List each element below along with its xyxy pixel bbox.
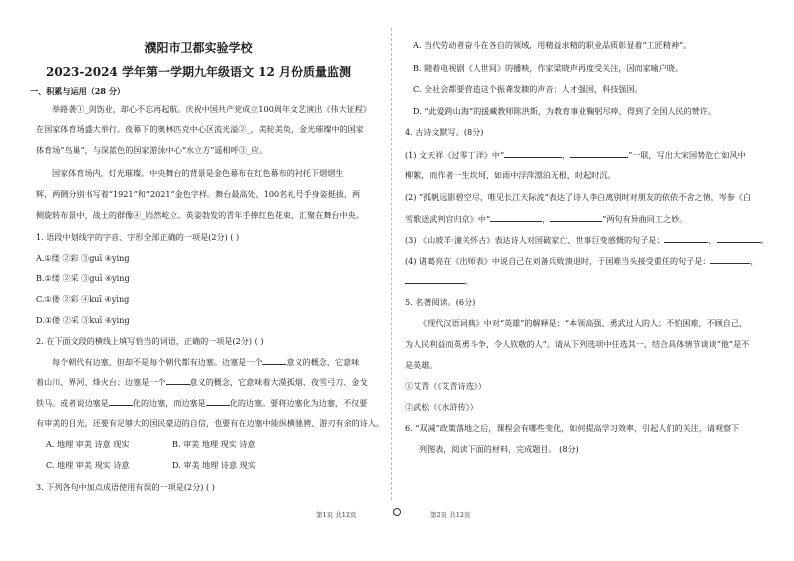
answer-blank[interactable]	[206, 397, 230, 406]
q2-text-line: 每个朝代有边塞，但却不是每个朝代都有边塞。边塞是一个 意义的概念，它意味	[52, 357, 360, 367]
answer-blank[interactable]	[664, 234, 708, 243]
q4-line-1b: 柳絮，而作者一生坎坷，如雨中浮萍漂泊无根，时起时沉。	[405, 170, 616, 180]
q3-option-d[interactable]: D. “此爱跨山海”的援藏教师陈洪斯，为教育事业鞠躬尽瘁，得到了全国人民的赞许。	[413, 106, 716, 116]
passage-line: 侧旋转布景中，战士的群像④_岿然屹立。英姿勃发的青年手捧红色花束，汇聚在舞台中央。	[36, 210, 364, 220]
q4-line-2: (2) “孤帆远影碧空尽，唯见长江天际流”表达了诗人李白离别时对朋友的依依不舍之情，岑参《白	[405, 192, 752, 202]
answer-blank[interactable]	[166, 376, 190, 385]
q5-text-line: 是英雄。	[405, 360, 438, 370]
q2-option-b[interactable]: B. 审美 地理 现实 诗意	[172, 439, 256, 449]
q6-text-line: 列图表，阅读下面的材料，完成题目。 (8分)	[419, 444, 579, 454]
q4-line-4b: 。	[405, 275, 473, 287]
q4-line-4: (4) 诸葛亮在《出师表》中说自己在刘备兵败溃退时，于国难当头接受重任的句子是： ，	[405, 256, 759, 266]
exam-title: 2023-2024 学年第一学期九年级语文 12 月份质量监测	[45, 65, 351, 79]
q4-line-3: (3) 《山坡羊·潼关怀古》表达诗人对国破家亡、世事巨变感慨的句子是： ， 。	[405, 235, 769, 245]
answer-blank[interactable]	[717, 234, 761, 243]
passage-line: 辉，两侧分别书写着“1921”和“2021”金色字样。舞台最高处，100名礼号手身姿挺拔，两	[36, 189, 361, 199]
passage-line: 国家体育场内，灯光璀璨。中央舞台的背景是金色幕布在红色幕布的衬托下熠熠生	[52, 168, 344, 178]
q5-text-line: 《现代汉语词典》中对“英雄”的解释是：“本领高强、勇武过人的人；不怕困难，不顾自己，	[419, 318, 748, 328]
q3-option-b[interactable]: B. 随着电视剧《人世间》的播映，作家梁晓声再度受关注，因而家喻户晓。	[413, 63, 684, 73]
q1-option-d[interactable]: D.①偻 ②采 ③kuī ④yìng	[36, 315, 130, 325]
right-page	[397, 0, 794, 561]
q2-option-c[interactable]: C. 地理 审美 现实 诗意	[46, 460, 130, 470]
school-title: 濮阳市卫都实验学校	[144, 41, 253, 55]
answer-blank[interactable]	[109, 397, 133, 406]
q2-option-a[interactable]: A. 地理 审美 诗意 现实	[46, 439, 130, 449]
q5-option-2[interactable]: ②武松（《水浒传》）	[405, 402, 478, 412]
passage-line: 在国家体育场盛大举行。夜幕下的奥林匹克中心区流光溢②_、美轮美奂，金光璀璨中的国家	[36, 124, 364, 134]
page-number-left: 第1页 共12页	[316, 511, 357, 519]
question-1-stem: 1. 语段中划线字的字音、字形全部正确的一项是(2分) ( )	[36, 232, 240, 242]
q1-option-c[interactable]: C.①偻 ②彩 ④kuī ④yìng	[36, 294, 130, 304]
q5-text-line: 为人民利益而英勇斗争，令人钦敬的人”。请从下列选项中任选其一，结合具体情节谈谈“他”是不	[405, 339, 750, 349]
q5-option-1[interactable]: ①艾青（《艾青诗选》）	[405, 381, 486, 391]
q2-option-d[interactable]: D. 审美 地理 诗意 现实	[172, 460, 256, 470]
question-2-stem: 2. 在下面文段的横线上填写恰当的词语，正确的一项是(2分) ( )	[36, 336, 264, 346]
answer-blank[interactable]	[262, 356, 286, 365]
passage-line: 体育场“鸟巢”，与深蓝色的国家游泳中心“水立方”遥相呼③_应。	[36, 145, 268, 155]
question-5-stem: 5. 名著阅读。(6分)	[405, 297, 476, 307]
answer-blank[interactable]	[504, 149, 562, 158]
q2-text-line: 着山川、界河、烽火台；边塞是一个 意义的概念，它意味着大漠孤烟、夜雪弓刀、金戈	[36, 377, 368, 387]
q1-option-a[interactable]: A.①缕 ②彩 ③guī ④ying	[36, 253, 130, 263]
q3-option-c[interactable]: C. 全社会都要营造这个振聋发聩的声音：人才强国，科技强国。	[413, 84, 643, 94]
q2-text-line: 铁马。或者说边塞是 化的边塞，而边塞是 化的边塞。要将边塞化为边塞，不仅要	[36, 398, 368, 408]
answer-blank[interactable]	[490, 213, 542, 222]
question-6-stem: 6. “双减”政策落地之后，课程会有哪些变化，如何提高学习效率，引起人们的关注，请观察下	[405, 423, 740, 433]
passage-line: 举路袭①_剑饬业，却心不忘再起航。庆祝中国共产党成立100周年文艺演出《伟大征程》	[52, 104, 371, 114]
q1-option-b[interactable]: B.①缕 ②采 ③guī ④ying	[36, 273, 130, 283]
q3-option-a[interactable]: A. 当代劳动者奋斗在各自的领域，用精益求精的职业品质彰显着“工匠精神”。	[413, 40, 692, 50]
section-heading: 一、积累与运用（28 分）	[30, 86, 126, 96]
answer-blank[interactable]	[550, 213, 602, 222]
question-4-stem: 4. 古诗文默写。(8分)	[405, 127, 484, 137]
answer-blank[interactable]	[710, 255, 750, 264]
q4-line-1: (1) 文天祥《过零丁洋》中“ ， ”一联，写出大宋国势危亡如风中	[405, 150, 746, 160]
page-number-right: 第2页 共12页	[430, 511, 471, 519]
answer-blank[interactable]	[405, 275, 465, 284]
q4-line-2b: 雪歌送武判官归京》中“ ， ”两句有异曲同工之妙。	[405, 214, 688, 224]
question-3-stem: 3. 下列各句中加点成语使用有误的一项是(2分) ( )	[36, 482, 215, 492]
q2-text-line: 有审美的目光，还要有足够大的国民豪迈的自信，也要有在边塞中能纵横驰骋、游刃有余的诗人。	[36, 418, 385, 428]
answer-blank[interactable]	[570, 149, 628, 158]
